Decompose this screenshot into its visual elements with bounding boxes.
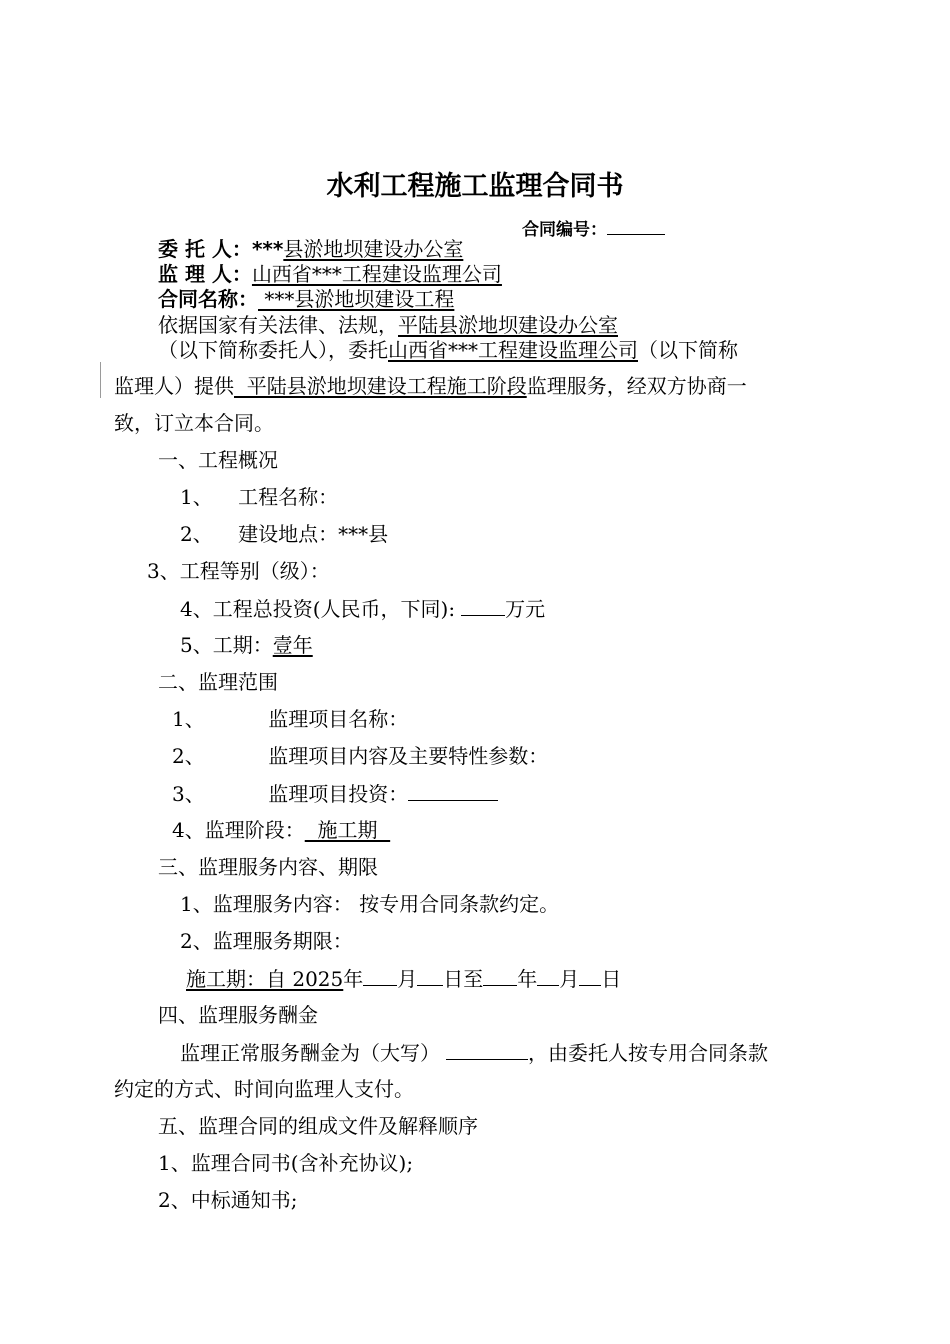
section-4-heading: 四、监理服务酬金 bbox=[158, 1003, 318, 1027]
supervision-investment-item bbox=[172, 780, 498, 807]
supervision-content-item: 2、 监理项目内容及主要特性参数： bbox=[172, 744, 549, 768]
contract-name-label: 合同名称： bbox=[158, 287, 258, 311]
intro-line-3 bbox=[114, 373, 747, 399]
supervision-stage-value: 施工期 bbox=[304, 818, 391, 842]
month-label: 月 bbox=[397, 967, 418, 991]
construction-site-item: 2、 建设地点：***县 bbox=[180, 522, 389, 546]
supervisor-label: 监 理 人： bbox=[158, 262, 252, 286]
section-2-heading: 二、监理范围 bbox=[158, 670, 278, 694]
contract-number-line bbox=[522, 214, 665, 243]
intro-line-1 bbox=[158, 312, 618, 338]
section-5-heading: 五、监理合同的组成文件及解释顺序 bbox=[158, 1114, 478, 1138]
document-title: 水利工程施工监理合同书 bbox=[326, 171, 624, 202]
intro-text: （以下简称 bbox=[638, 338, 738, 362]
contract-number-blank bbox=[607, 214, 665, 235]
service-content-item: 1、监理服务内容： 按专用合同条款约定。 bbox=[180, 892, 560, 916]
supervision-project-name-item: 1、 监理项目名称： bbox=[172, 707, 409, 731]
fee-text: 监理正常服务酬金为（大写） bbox=[180, 1041, 440, 1065]
client-line bbox=[158, 236, 463, 262]
construction-period-start: 施工期：自 2025 bbox=[186, 967, 344, 991]
intro-supervisor-name: 山西省***工程建设监理公司 bbox=[388, 338, 638, 362]
document-item-2: 2、中标通知书; bbox=[158, 1188, 298, 1212]
fee-line-2: 约定的方式、时间向监理人支付。 bbox=[114, 1077, 414, 1101]
project-name-item: 1、 工程名称： bbox=[180, 485, 339, 509]
service-period-item: 2、监理服务期限： bbox=[180, 929, 353, 953]
total-investment-item bbox=[180, 595, 545, 622]
client-prefix: *** bbox=[251, 237, 284, 261]
month-blank bbox=[363, 965, 397, 986]
duration-label: 5、工期： bbox=[180, 633, 273, 657]
duration-item bbox=[180, 632, 313, 658]
section-3-heading: 三、监理服务内容、期限 bbox=[158, 855, 378, 879]
total-investment-unit: 万元 bbox=[505, 597, 546, 621]
supervision-investment-label: 3、 监理项目投资： bbox=[172, 782, 409, 806]
construction-period-line bbox=[186, 965, 621, 992]
fee-line-1 bbox=[180, 1039, 768, 1066]
intro-text: 监理人）提供 bbox=[114, 374, 234, 398]
intro-text: （以下简称委托人），委托 bbox=[158, 338, 388, 362]
client-label: 委 托 人： bbox=[158, 237, 252, 261]
total-investment-label: 4、工程总投资(人民币，下同): bbox=[180, 597, 456, 621]
intro-line-4: 致，订立本合同。 bbox=[114, 411, 274, 435]
supervisor-line bbox=[158, 261, 502, 287]
section-1-heading: 一、工程概况 bbox=[158, 448, 278, 472]
end-month-label: 月 bbox=[559, 967, 580, 991]
day-blank bbox=[417, 965, 443, 986]
intro-client-name: 平陆县淤地坝建设办公室 bbox=[398, 313, 618, 337]
intro-line-2 bbox=[158, 337, 738, 363]
end-year-label: 年 bbox=[517, 967, 538, 991]
end-day-label: 日 bbox=[601, 967, 622, 991]
intro-project-name: 平陆县淤地坝建设工程施工阶段 bbox=[234, 374, 527, 398]
intro-text: 依据国家有关法律、法规， bbox=[158, 313, 398, 337]
duration-value: 壹年 bbox=[272, 633, 313, 657]
year-label: 年 bbox=[343, 967, 364, 991]
project-grade-item: 3、工程等别（级）： bbox=[147, 559, 330, 583]
supervisor-value: 山西省***工程建设监理公司 bbox=[251, 262, 502, 286]
client-value: 县淤地坝建设办公室 bbox=[283, 237, 464, 261]
contract-number-label: 合同编号： bbox=[522, 220, 607, 240]
total-investment-blank bbox=[461, 595, 505, 616]
contract-name-value: ***县淤地坝建设工程 bbox=[258, 287, 455, 311]
end-month-blank bbox=[537, 965, 559, 986]
supervision-stage-item bbox=[172, 817, 390, 843]
end-day-blank bbox=[579, 965, 601, 986]
margin-marker bbox=[100, 362, 101, 398]
supervision-investment-blank bbox=[408, 780, 498, 801]
contract-name-line bbox=[158, 286, 454, 312]
intro-text: 监理服务，经双方协商一 bbox=[526, 374, 747, 398]
end-year-blank bbox=[483, 965, 517, 986]
document-item-1: 1、监理合同书(含补充协议); bbox=[158, 1151, 414, 1175]
fee-text: ，由委托人按专用合同条款 bbox=[528, 1041, 768, 1065]
day-to-label: 日至 bbox=[443, 967, 484, 991]
fee-amount-blank bbox=[446, 1039, 528, 1060]
supervision-stage-label: 4、监理阶段： bbox=[172, 818, 305, 842]
